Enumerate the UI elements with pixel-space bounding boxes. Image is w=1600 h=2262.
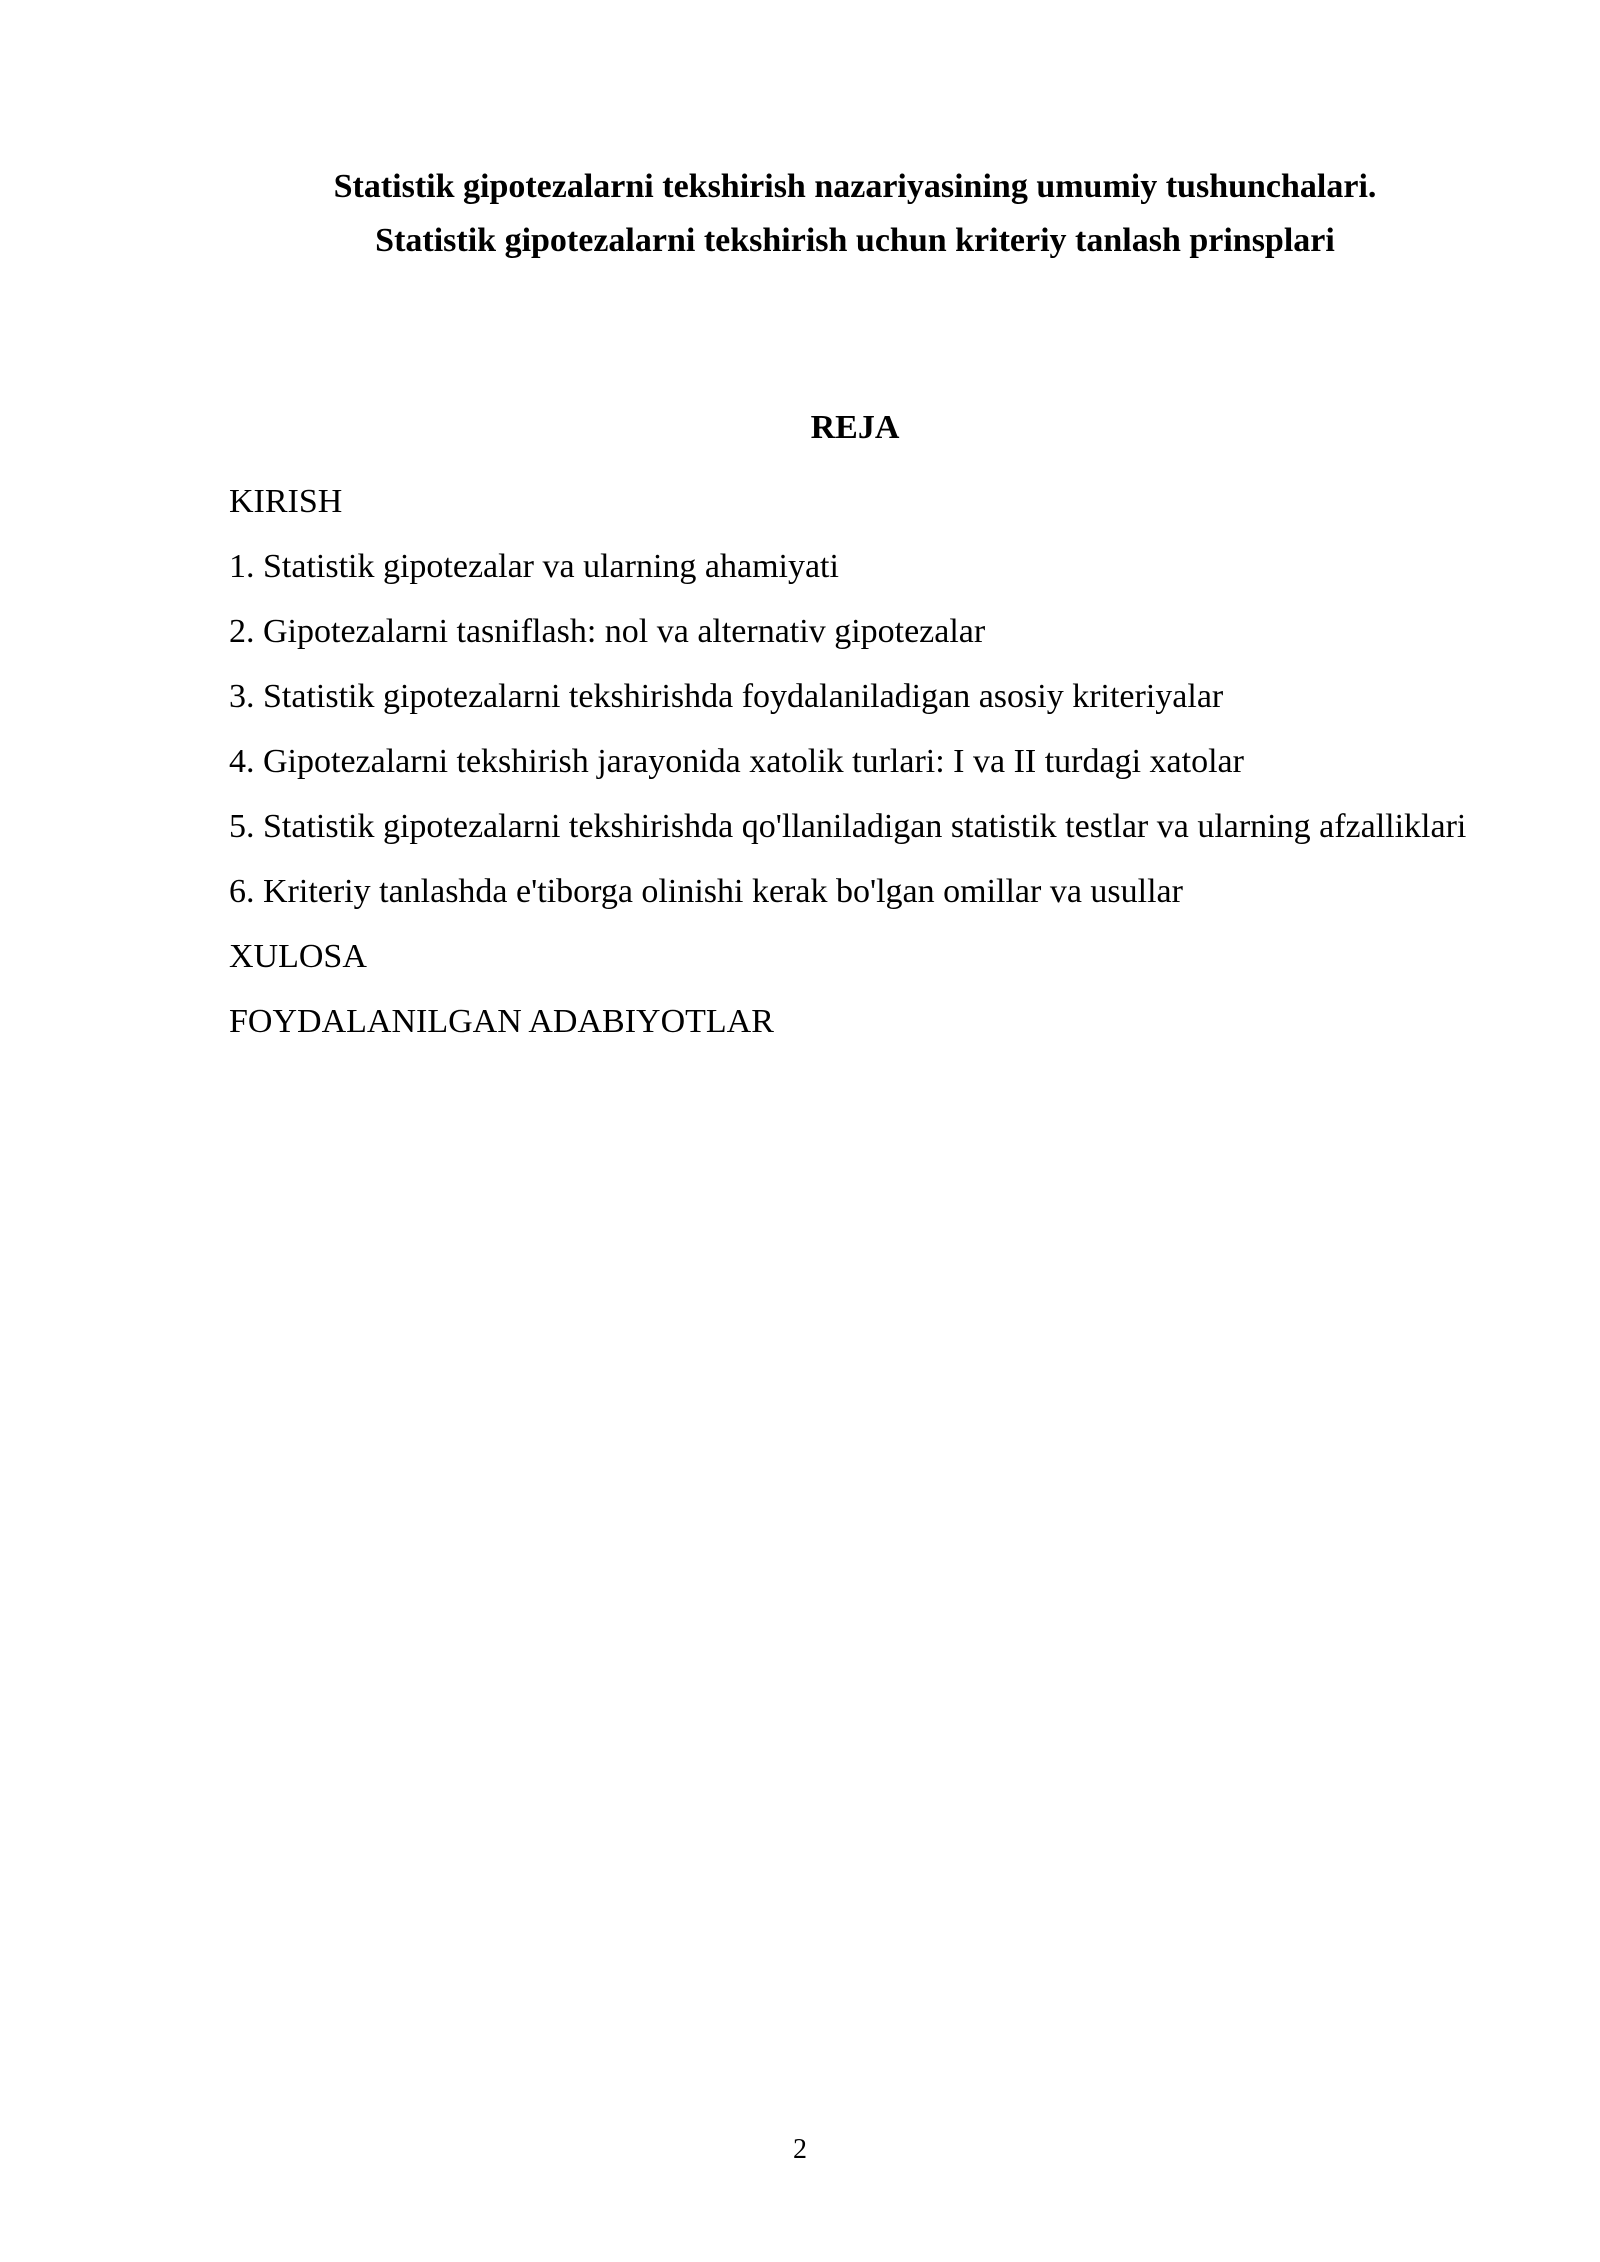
table-of-contents: [229, 473, 1489, 1058]
toc-item-3: 3. Statistik gipotezalarni tekshirishda foydalaniladigan asosiy kriteriyalar: [229, 678, 1224, 715]
toc-item-introduction: KIRISH: [229, 483, 343, 520]
plan-heading: REJA: [810, 409, 900, 446]
page-number: 2: [793, 2134, 807, 2165]
toc-item-6: 6. Kriteriy tanlashda e'tiborga olinishi kerak bo'lgan omillar va usullar: [229, 873, 1183, 910]
toc-item-references: FOYDALANILGAN ADABIYOTLAR: [229, 1003, 774, 1040]
document-title: [230, 160, 1480, 268]
toc-item-5: 5. Statistik gipotezalarni tekshirishda qo'llaniladigan statistik testlar va ularning afzalliklari: [229, 808, 1467, 845]
toc-item-1: 1. Statistik gipotezalar va ularning ahamiyati: [229, 548, 839, 585]
toc-item-2: 2. Gipotezalarni tasniflash: nol va alternativ gipotezalar: [229, 613, 986, 650]
toc-item-4: 4. Gipotezalarni tekshirish jarayonida xatolik turlari: I va II turdagi xatolar: [229, 743, 1244, 780]
toc-item-conclusion: XULOSA: [229, 938, 367, 975]
title-line-1: Statistik gipotezalarni tekshirish nazariyasining umumiy tushunchalari.: [333, 168, 1377, 205]
title-line-2: Statistik gipotezalarni tekshirish uchun kriteriy tanlash prinsplari: [375, 222, 1335, 259]
